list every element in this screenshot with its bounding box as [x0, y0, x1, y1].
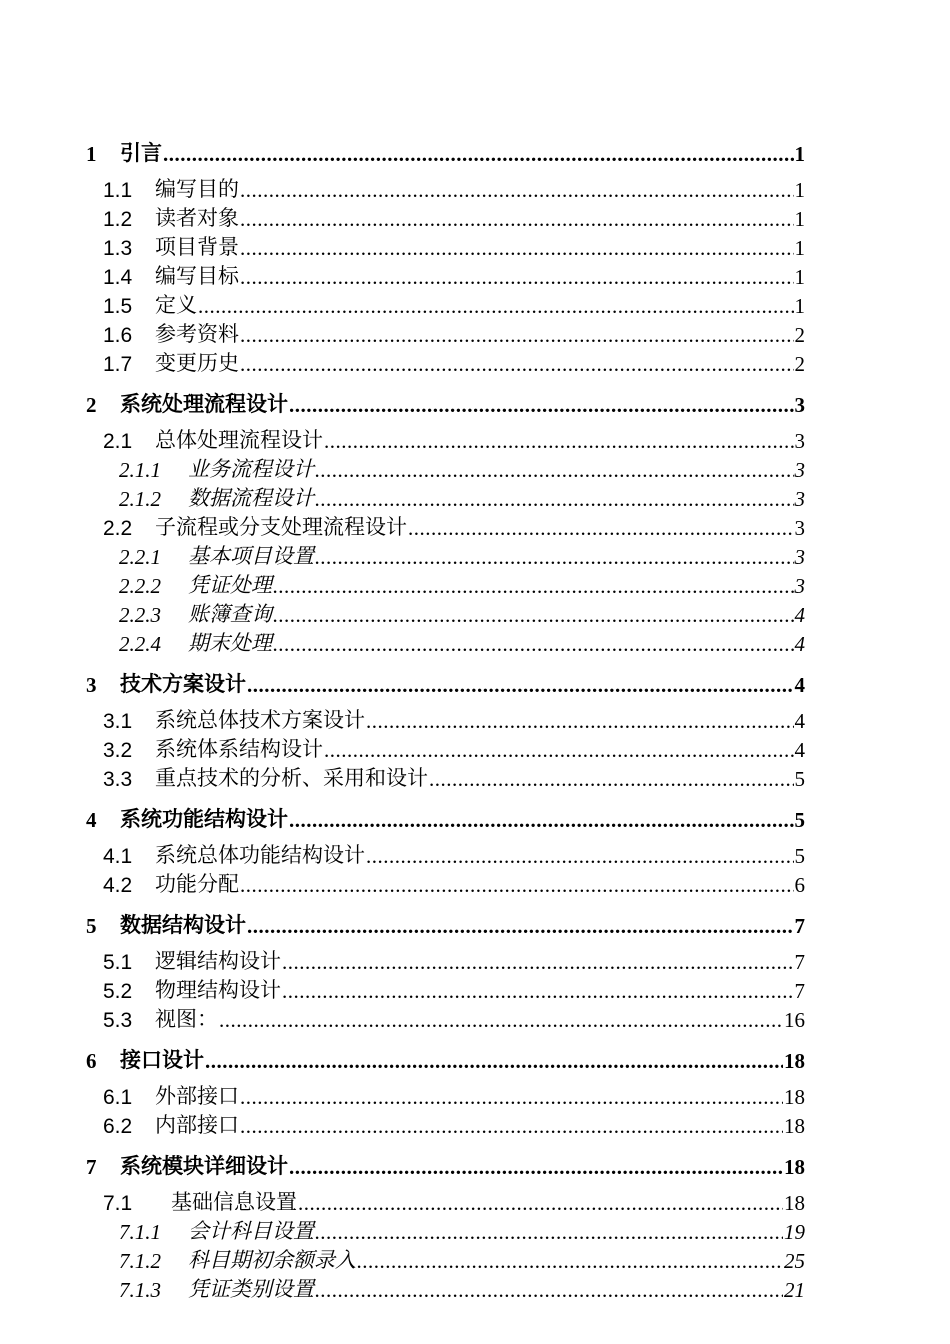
- toc-leader-dots: [240, 210, 794, 232]
- toc-leader-dots: [366, 847, 794, 869]
- toc-title: 总体处理流程设计: [155, 428, 323, 452]
- toc-leader-dots: [289, 396, 794, 418]
- toc-number: 6.2: [103, 1115, 133, 1138]
- toc-leader-dots: [324, 741, 794, 763]
- toc-number: 5.3: [103, 1009, 133, 1032]
- toc-entry-level2[interactable]: [0, 175, 950, 203]
- toc-number: 2.1.1: [119, 458, 161, 482]
- toc-page-number: 4: [794, 709, 805, 733]
- toc-leader-dots: [298, 1194, 783, 1216]
- toc-number: 3.2: [103, 739, 133, 762]
- toc-title: 基础信息设置: [171, 1190, 297, 1214]
- toc-number: 6: [86, 1049, 97, 1073]
- toc-page-number: 1: [794, 265, 805, 289]
- toc-leader-dots: [163, 145, 794, 167]
- toc-page-number: 7: [794, 979, 805, 1003]
- toc-entry-level3[interactable]: [0, 484, 950, 512]
- toc-title: 业务流程设计: [188, 457, 314, 481]
- toc-title: 接口设计: [120, 1048, 204, 1072]
- toc-number: 2: [86, 393, 97, 417]
- toc-title: 系统总体技术方案设计: [155, 708, 365, 732]
- toc-entry-level3[interactable]: [0, 542, 950, 570]
- toc-leader-dots: [240, 326, 794, 348]
- toc-entry-level2[interactable]: [0, 870, 950, 898]
- toc-number: 2.2.4: [119, 632, 161, 656]
- toc-leader-dots: [357, 1252, 783, 1274]
- toc-leader-dots: [282, 953, 794, 975]
- toc-leader-dots: [247, 917, 794, 939]
- toc-title: 系统功能结构设计: [120, 807, 288, 831]
- toc-number: 2.2.3: [119, 603, 161, 627]
- toc-page-number: 6: [794, 873, 805, 897]
- toc-title: 变更历史: [155, 351, 239, 375]
- toc-title: 引言: [120, 141, 162, 165]
- toc-page-number: 3: [794, 516, 805, 540]
- toc-leader-dots: [273, 606, 794, 628]
- toc-leader-dots: [408, 519, 794, 541]
- toc-page-number: 18: [784, 1155, 805, 1179]
- toc-entry-level2[interactable]: [0, 262, 950, 290]
- toc-page-number: 5: [794, 808, 805, 832]
- toc-page-number: 1: [794, 236, 805, 260]
- toc-number: 3: [86, 673, 97, 697]
- toc-entry-level1[interactable]: [0, 388, 950, 418]
- toc-entry-level2[interactable]: [0, 1188, 950, 1216]
- toc-title: 凭证类别设置: [188, 1277, 314, 1301]
- toc-page-number: 2: [794, 323, 805, 347]
- toc-number: 1.7: [103, 353, 133, 376]
- toc-title: 子流程或分支处理流程设计: [155, 515, 407, 539]
- toc-entry-level3[interactable]: [0, 1275, 950, 1303]
- toc-page-number: 4: [794, 603, 805, 627]
- toc-page-number: 5: [794, 844, 805, 868]
- toc-leader-dots: [198, 297, 794, 319]
- toc-entry-level3[interactable]: [0, 571, 950, 599]
- toc-page-number: 4: [794, 738, 805, 762]
- toc-page-number: 21: [784, 1278, 805, 1302]
- toc-entry-level3[interactable]: [0, 1246, 950, 1274]
- toc-leader-dots: [240, 1088, 783, 1110]
- toc-title: 物理结构设计: [155, 978, 281, 1002]
- toc-page-number: 4: [794, 673, 805, 697]
- toc-title: 编写目的: [155, 177, 239, 201]
- toc-page-number: 3: [794, 487, 805, 511]
- toc-leader-dots: [282, 982, 794, 1004]
- toc-number: 7.1.3: [119, 1278, 161, 1302]
- toc-leader-dots: [240, 239, 794, 261]
- toc-title: 系统体系结构设计: [155, 737, 323, 761]
- toc-number: 1.3: [103, 237, 133, 260]
- toc-page-number: 18: [784, 1049, 805, 1073]
- toc-title: 读者对象: [155, 206, 239, 230]
- toc-title: 外部接口: [155, 1084, 239, 1108]
- toc-entry-level2[interactable]: [0, 1111, 950, 1139]
- toc-page-number: 3: [794, 458, 805, 482]
- toc-entry-level2[interactable]: [0, 291, 950, 319]
- toc-entry-level1[interactable]: [0, 1150, 950, 1180]
- toc-entry-level3[interactable]: [0, 1217, 950, 1245]
- toc-number: 1.2: [103, 208, 133, 231]
- toc-title: 账簿查询: [188, 602, 272, 626]
- toc-leader-dots: [240, 355, 794, 377]
- toc-leader-dots: [315, 1223, 783, 1245]
- toc-page-number: 18: [784, 1191, 805, 1215]
- toc-page-number: 3: [794, 429, 805, 453]
- toc-number: 1: [86, 142, 97, 166]
- toc-title: 编写目标: [155, 264, 239, 288]
- toc-number: 4: [86, 808, 97, 832]
- toc-entry-level3[interactable]: [0, 600, 950, 628]
- toc-number: 6.1: [103, 1086, 133, 1109]
- toc-number: 2.2.2: [119, 574, 161, 598]
- toc-number: 7.1.2: [119, 1249, 161, 1273]
- toc-title: 技术方案设计: [120, 672, 246, 696]
- toc-number: 1.4: [103, 266, 133, 289]
- toc-leader-dots: [315, 1281, 783, 1303]
- toc-page-number: 3: [794, 393, 805, 417]
- toc-title: 数据流程设计: [188, 486, 314, 510]
- toc-page-number: 1: [794, 294, 805, 318]
- toc-page-number: 19: [784, 1220, 805, 1244]
- toc-leader-dots: [289, 1158, 783, 1180]
- toc-page-number: 25: [784, 1249, 805, 1273]
- toc-page-number: 1: [794, 207, 805, 231]
- toc-entry-level1[interactable]: [0, 803, 950, 833]
- toc-entry-level2[interactable]: [0, 735, 950, 763]
- toc-entry-level2[interactable]: [0, 976, 950, 1004]
- toc-entry-level2[interactable]: [0, 706, 950, 734]
- toc-entry-level3[interactable]: [0, 455, 950, 483]
- toc-number: 2.1.2: [119, 487, 161, 511]
- toc-title: 系统处理流程设计: [120, 392, 288, 416]
- toc-entry-level1[interactable]: [0, 668, 950, 698]
- toc-entry-level2[interactable]: [0, 513, 950, 541]
- toc-number: 2.1: [103, 430, 133, 453]
- toc-number: 3.3: [103, 768, 133, 791]
- toc-entry-level1[interactable]: [0, 137, 950, 167]
- toc-number: 2.2: [103, 517, 133, 540]
- toc-leader-dots: [429, 770, 794, 792]
- toc-title: 项目背景: [155, 235, 239, 259]
- toc-title: 凭证处理: [188, 573, 272, 597]
- toc-entry-level2[interactable]: [0, 1005, 950, 1033]
- toc-leader-dots: [240, 181, 794, 203]
- toc-title: 会计科目设置: [188, 1219, 314, 1243]
- toc-entry-level1[interactable]: [0, 909, 950, 939]
- toc-page-number: 7: [794, 950, 805, 974]
- toc-number: 5.2: [103, 980, 133, 1003]
- toc-number: 4.2: [103, 874, 133, 897]
- toc-page-number: 2: [794, 352, 805, 376]
- toc-leader-dots: [205, 1052, 783, 1074]
- toc-entry-level2[interactable]: [0, 426, 950, 454]
- toc-entry-level2[interactable]: [0, 320, 950, 348]
- toc-leader-dots: [240, 268, 794, 290]
- toc-number: 7.1.1: [119, 1220, 161, 1244]
- toc-title: 内部接口: [155, 1113, 239, 1137]
- toc-leader-dots: [240, 876, 794, 898]
- toc-entry-level2[interactable]: [0, 841, 950, 869]
- toc-entry-level2[interactable]: [0, 204, 950, 232]
- toc-title: 定义: [155, 293, 197, 317]
- toc-title: 功能分配: [155, 872, 239, 896]
- toc-title: 参考资料: [155, 322, 239, 346]
- toc-leader-dots: [315, 548, 794, 570]
- toc-page-number: 3: [794, 574, 805, 598]
- toc-number: 5.1: [103, 951, 133, 974]
- toc-entry-level2[interactable]: [0, 764, 950, 792]
- toc-entry-level1[interactable]: [0, 1044, 950, 1074]
- toc-leader-dots: [289, 811, 794, 833]
- toc-page-number: 1: [794, 142, 805, 166]
- toc-number: 7.1: [103, 1192, 133, 1215]
- toc-title: 期末处理: [188, 631, 272, 655]
- toc-page-number: 5: [794, 767, 805, 791]
- toc-leader-dots: [273, 635, 794, 657]
- toc-leader-dots: [315, 461, 794, 483]
- toc-number: 7: [86, 1155, 97, 1179]
- toc-leader-dots: [273, 577, 794, 599]
- toc-entry-level3[interactable]: [0, 629, 950, 657]
- toc-leader-dots: [219, 1011, 783, 1033]
- toc-leader-dots: [315, 490, 794, 512]
- toc-entry-level2[interactable]: [0, 947, 950, 975]
- toc-leader-dots: [247, 676, 794, 698]
- toc-page-number: 16: [784, 1008, 805, 1032]
- toc-number: 2.2.1: [119, 545, 161, 569]
- toc-title: 科目期初余额录入: [188, 1248, 356, 1272]
- toc-entry-level2[interactable]: [0, 1082, 950, 1110]
- toc-entry-level2[interactable]: [0, 233, 950, 261]
- toc-title: 系统模块详细设计: [120, 1154, 288, 1178]
- toc-leader-dots: [240, 1117, 783, 1139]
- toc-leader-dots: [366, 712, 794, 734]
- toc-title: 系统总体功能结构设计: [155, 843, 365, 867]
- toc-title: 数据结构设计: [120, 913, 246, 937]
- toc-page-number: 1: [794, 178, 805, 202]
- toc-title: 视图：: [155, 1007, 218, 1031]
- toc-page-number: 18: [784, 1114, 805, 1138]
- toc-number: 1.5: [103, 295, 133, 318]
- toc-number: 3.1: [103, 710, 133, 733]
- toc-page-number: 3: [794, 545, 805, 569]
- toc-number: 1.1: [103, 179, 133, 202]
- toc-title: 重点技术的分析、采用和设计: [155, 766, 428, 790]
- toc-number: 5: [86, 914, 97, 938]
- toc-title: 基本项目设置: [188, 544, 314, 568]
- toc-entry-level2[interactable]: [0, 349, 950, 377]
- toc-number: 1.6: [103, 324, 133, 347]
- toc-page-number: 18: [784, 1085, 805, 1109]
- toc-page-number: 7: [794, 914, 805, 938]
- toc-number: 4.1: [103, 845, 133, 868]
- toc-title: 逻辑结构设计: [155, 949, 281, 973]
- toc-leader-dots: [324, 432, 794, 454]
- toc-page-number: 4: [794, 632, 805, 656]
